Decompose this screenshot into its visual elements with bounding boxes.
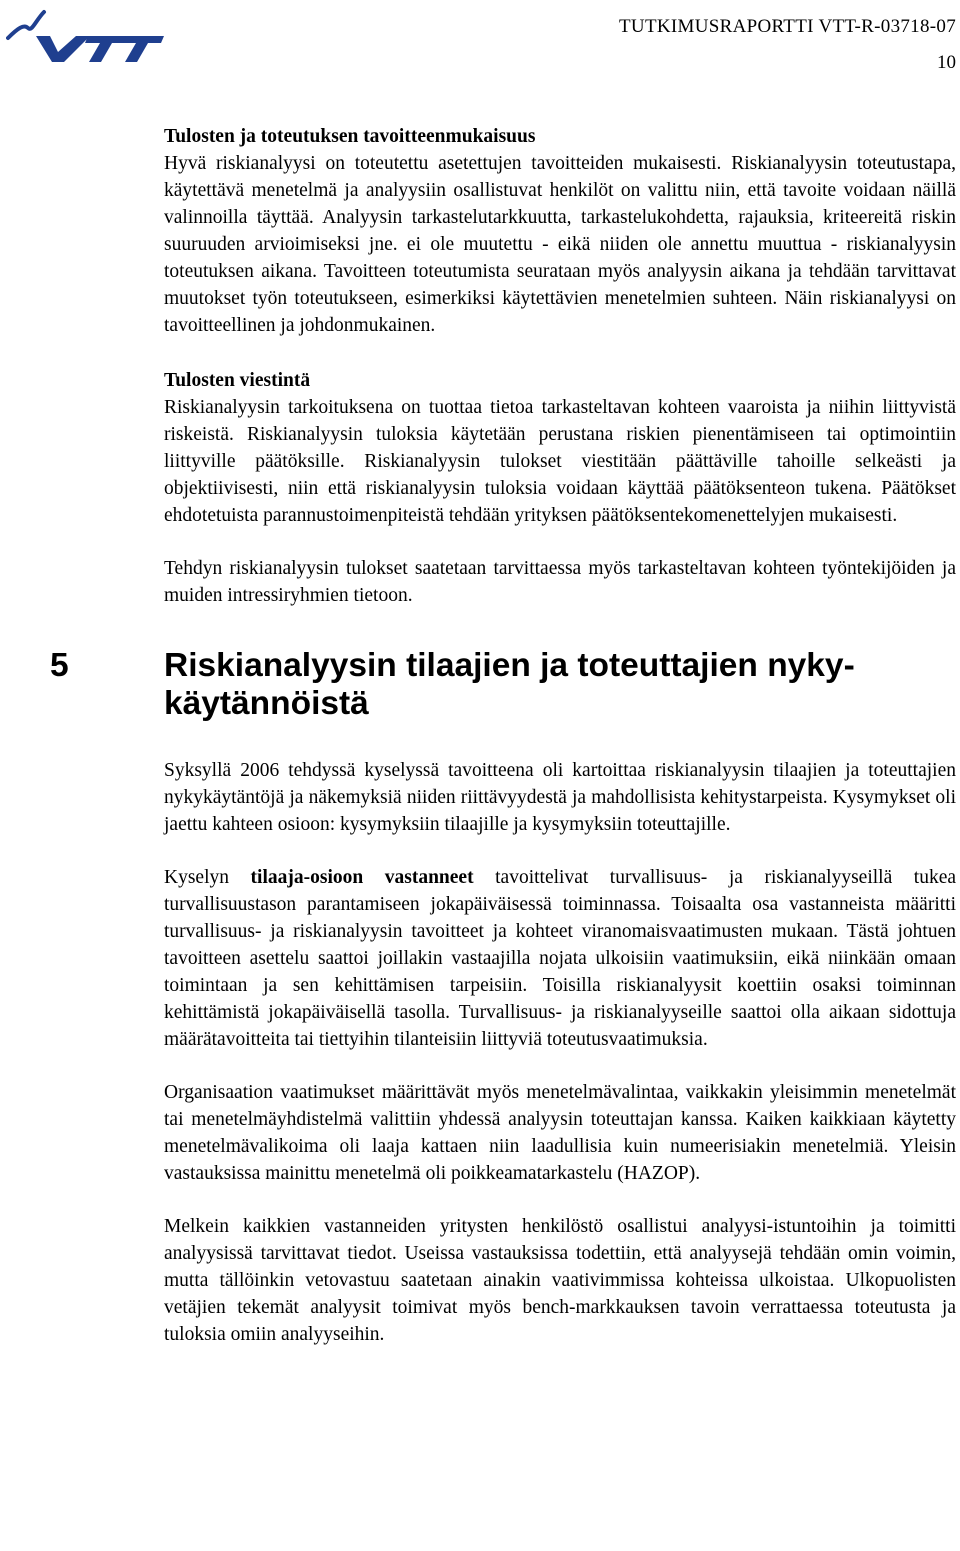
paragraph <box>164 864 956 1053</box>
logo-letter-t2 <box>123 36 164 62</box>
section-heading-tavoitteenmukaisuus: Tulosten ja toteutuksen tavoitteenmukaisuus <box>164 126 536 147</box>
paragraph: Riskianalyysin tarkoituksena on tuottaa tietoa tarkasteltavan kohteen vaaroista ja niihin liittyvistä riskeistä. Riskianalyysin tuloksia käytetään perustana riskien pienentämiseen tai optimointiin liittyville päätöksille. Riskianalyysin tulokset viestitään päättäville tahoille selkeästi ja objektiivisesti, niin että riskianalyysin tuloksia voidaan käyttää päätöksenteon tukena. Päätökset ehdotetuista parannustoimenpiteistä tehdään yrityksen päätöksentekomenettelyjen mukaisesti. <box>164 397 956 526</box>
document-body <box>50 124 957 1348</box>
report-id: TUTKIMUSRAPORTTI VTT-R-03718-07 <box>619 16 956 37</box>
logo-letter-v <box>36 36 90 62</box>
bold-phrase: tilaaja-osioon vastanneet <box>250 867 474 888</box>
logo-swoosh <box>8 12 44 38</box>
paragraph-rest: tavoittelivat turvallisuus- ja riskianalyyseillä tukea turvallisuustason parantamiseen jokapäiväisessä toiminnassa. Toisaalta osa vastanneista määritti turvallisuus- ja riskianalyysin tavoitteet ja kohteet viranomaisvaatimusten mukaan. Tästä johtuen tavoitteen asettelu saattoi joillakin vastaajilla nojata ulkoisiin vaatimuksiin, eikä niinkään omaan toimintaan ja sen kehittämisen tarpeisiin. Toisilla riskianalyysit koettiin osaksi toiminnan kehittämistä jokapäiväisellä tasolla. Turvallisuus- ja riskianalyyseille saattoi olla aikaan sidottuja määrätavoitteita tai tiettyihin tilanteisiin liittyviä toteutusvaatimuksia. <box>164 867 957 1050</box>
chapter-number: 5 <box>50 647 69 684</box>
paragraph: Syksyllä 2006 tehdyssä kyselyssä tavoitteena oli kartoittaa riskianalyysin tilaajien ja toteuttajien nykykäytäntöjä ja näkemyksiä niiden riittävyydestä ja mahdollisista kehitystarpeista. Kysymykset oli jaettu kahteen osioon: kysymyksiin tilaajille ja kysymyksiin toteuttajille. <box>164 760 956 835</box>
paragraph: Organisaation vaatimukset määrittävät myös menetelmävalintaa, vaikkakin yleisimmin menetelmät tai menetelmäyhdistelmä valittiin yhdessä analyysin toteuttajan kanssa. Kaiken kaikkiaan käytetty menetelmävalikoima oli laaja kattaen niin laadullisia kuin numeerisiakin menetelmiä. Yleisin vastauksissa mainittu menetelmä oli poikkeamatarkastelu (HAZOP). <box>164 1082 956 1184</box>
chapter-heading <box>50 647 956 723</box>
vtt-logo <box>6 6 164 64</box>
chapter-title: Riskianalyysin tilaajien ja toteuttajien nykykäytännöistä <box>164 647 855 722</box>
paragraph: Tehdyn riskianalyysin tulokset saatetaan tarvittaessa myös tarkasteltavan kohteen työntekijöiden ja muiden intressiryhmien tietoon. <box>164 558 956 606</box>
logo-letter-t1 <box>85 36 128 62</box>
paragraph: Hyvä riskianalyysi on toteutettu asetettujen tavoitteiden mukaisesti. Riskianalyysin toteutustapa, käytettävä menetelmä ja analyysiin osallistuvat henkilöt on valittu niin, että tavoite voidaan näillä valinnoilla täyttää. Analyysin tarkastelutarkkuutta, tarkastelukohdetta, rajauksia, kriteereitä riskin suuruuden arvioimiseksi jne. ei ole muutettu - eikä niiden ole annettu muuttua - riskianalyysin toteutuksen aikana. Tavoitteen toteutumista seurataan myös analyysin aikana ja tehdään tarvittavat muutokset työn toteutukseen, esimerkiksi käytettävien menetelmien suhteen. Näin riskianalyysi on tavoitteellinen ja johdonmukainen. <box>164 153 956 336</box>
section-heading-viestinta: Tulosten viestintä <box>164 370 311 391</box>
paragraph: Melkein kaikkien vastanneiden yritysten henkilöstö osallistui analyysi-istuntoihin ja toimitti analyysissä tarvittavat tiedot. Useissa vastauksissa todettiin, että analyysejä tehdään omin voimin, mutta tällöinkin vetovastuu saatetaan ainakin vaativimmissa kohteissa ulkoistaa. Ulkopuolisten vetäjien tekemät analyysit toimivat myös bench-markkauksen tavoin verrattaessa toteutusta ja tuloksia omiin analyyseihin. <box>164 1216 956 1345</box>
paragraph-prefix: Kyselyn <box>164 867 251 888</box>
page-number: 10 <box>937 52 956 73</box>
